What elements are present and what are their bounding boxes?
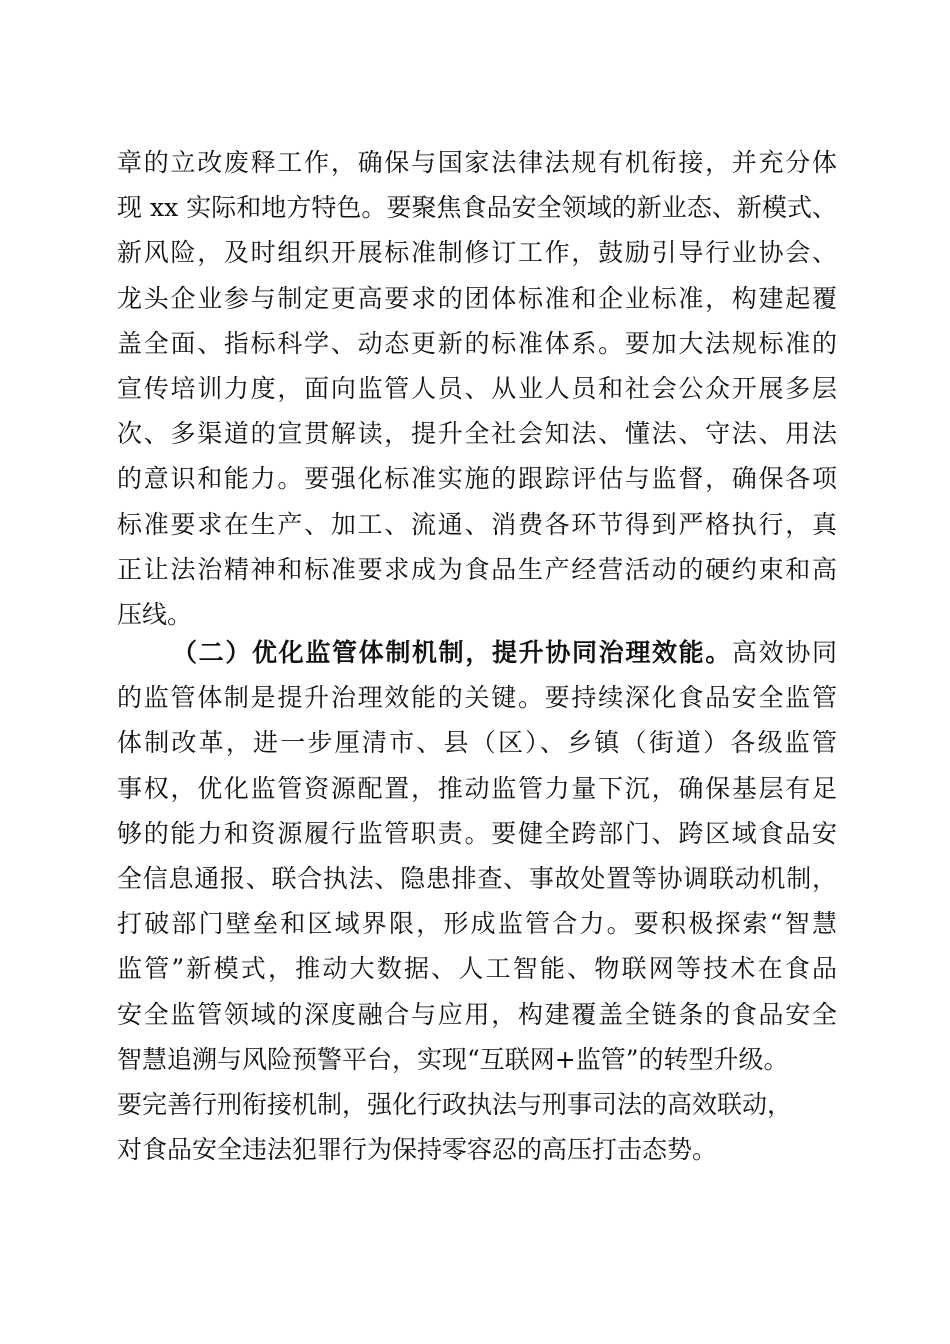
- paragraph-line: 打破部门壁垒和区域界限，形成监管合力。要积极探索“智慧: [117, 909, 837, 939]
- paragraph-line: 龙头企业参与制定更高要求的团体标准和企业标准，构建起覆: [117, 283, 837, 313]
- paragraph-line: 的意识和能力。要强化标准实施的跟踪评估与监督，确保各项: [117, 464, 837, 494]
- body-paragraph-2: [117, 630, 837, 1172]
- heading-trailing-text: 高效协同: [731, 638, 837, 667]
- paragraph-first-line: [117, 630, 837, 675]
- paragraph-line: 现 xx 实际和地方特色。要聚焦食品安全领域的新业态、新模式、: [117, 193, 837, 223]
- paragraph-line: 宣传培训力度，面向监管人员、从业人员和社会公众开展多层: [117, 373, 837, 403]
- paragraph-line: 智慧追溯与风险预警平台，实现“互联网+监管”的转型升级。: [117, 1044, 789, 1074]
- paragraph-line: 次、多渠道的宣贯解读，提升全社会知法、懂法、守法、用法: [117, 419, 837, 449]
- paragraph-line: 标准要求在生产、加工、流通、消费各环节得到严格执行，真: [117, 509, 837, 539]
- paragraph-line: 体制改革，进一步厘清市、县（区）、乡镇（街道）各级监管: [117, 728, 837, 758]
- paragraph-line: 正让法治精神和标准要求成为食品生产经营活动的硬约束和高: [117, 554, 837, 584]
- paragraph-line: 盖全面、指标科学、动态更新的标准体系。要加大法规标准的: [117, 328, 837, 358]
- body-paragraph-1: [117, 140, 837, 637]
- paragraph-line: 全信息通报、联合执法、隐患排查、事故处置等协调联动机制，: [117, 863, 837, 893]
- paragraph-line: 章的立改废释工作，确保与国家法律法规有机衔接，并充分体: [117, 148, 837, 177]
- paragraph-line: 够的能力和资源履行监管职责。要健全跨部门、跨区域食品安: [117, 818, 837, 848]
- paragraph-line: 安全监管领域的深度融合与应用，构建覆盖全链条的食品安全: [117, 999, 837, 1029]
- paragraph-line: 的监管体制是提升治理效能的关键。要持续深化食品安全监管: [117, 683, 837, 713]
- paragraph-line: 压线。: [117, 599, 193, 629]
- section-heading: （二）优化监管体制机制，提升协同治理效能。: [172, 638, 732, 667]
- paragraph-line: 对食品安全违法犯罪行为保持零容忍的高压打击态势。: [117, 1135, 718, 1165]
- paragraph-line: 新风险，及时组织开展标准制修订工作，鼓励引导行业协会、: [117, 238, 837, 268]
- paragraph-line: 要完善行刑衔接机制，强化行政执法与刑事司法的高效联动，: [117, 1089, 793, 1119]
- paragraph-line: 监管”新模式，推动大数据、人工智能、物联网等技术在食品: [117, 954, 837, 984]
- paragraph-line: 事权，优化监管资源配置，推动监管力量下沉，确保基层有足: [117, 773, 837, 803]
